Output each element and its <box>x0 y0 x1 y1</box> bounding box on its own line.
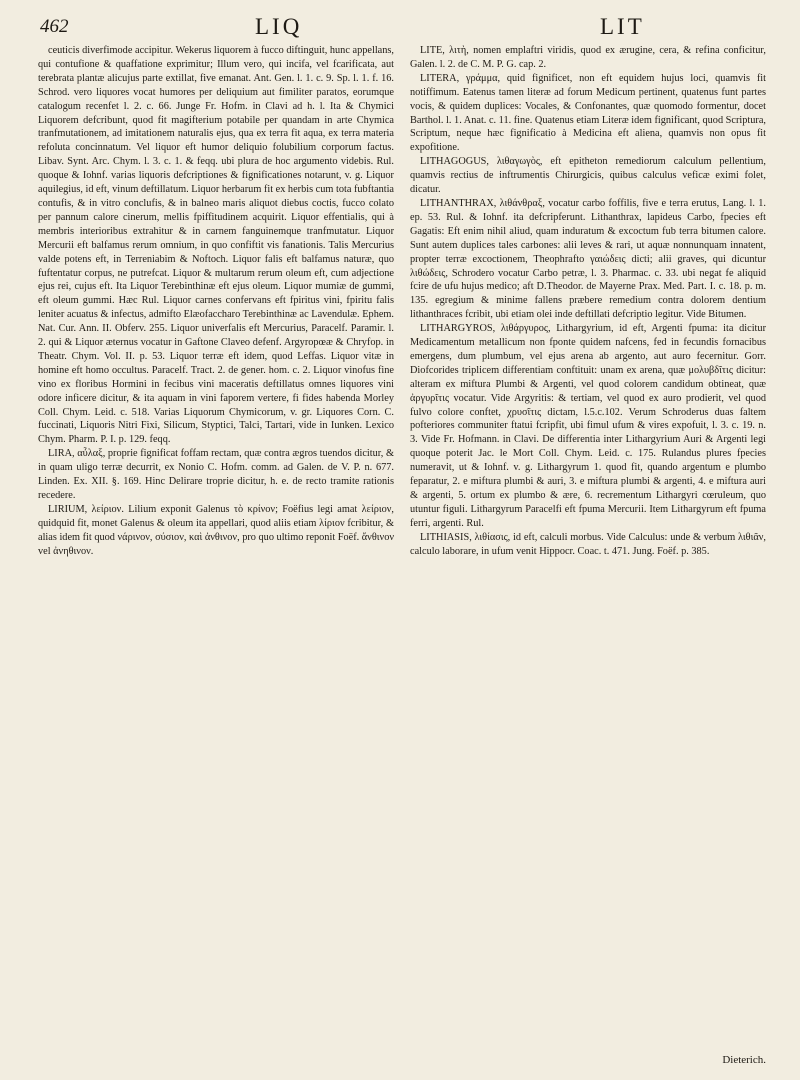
page-number: 462 <box>40 16 69 37</box>
paragraph: ceuticis diverfimode accipitur. Wekerus liquorem à fucco diftinguit, hunc appellans, qui contufione & quaffatione exprimitur; Illum vero, qui incifa, vel fcarificata, aut terebrata plantæ alicujus parte extillat, five emanat. Ant. Gen. l. 1. c. 9. Sp. l. 1. f. 16. Schrod. vero liquores vocat humores per deliquium aut fimiliter paratos, eorumque catalogum recenfet l. 2. c. 66. Junge Fr. Hofm. in Clavi ad h. l. Ita & Chymici Liquorem defcribunt, quod fit magifterium potabile per quandam in arte Chymica tranfmutationem, ad imitationem naturalis ejus, qua ex terra fit aqua, ex terra materia refoluta concinnatum. Vel liquor eft humor deliquio folubilium corporum factus. Libav. Synt. Arc. Chym. l. 3. c. 1. & feqq. ubi plura de hoc argumento videbis. Rul. quoque & Iohnf. varias liquoris defcriptiones & fignificationes notarunt, v. g. Liquor aquilegius, id eft, vinum deftillatum. Liquor herbarum fit ex herbis cum tota fubftantia contufis, & in vitro conclufis, & in balneo maris aliquot diebus coctis, fucco colato per pannum calore cinerum, mellis fpiffitudinem acquirit. Liquor effentialis, qui à membris interioribus extrahitur & in carnem fanguinemque tranfmutatur. Liquor Mercurii eft balfamus rerum omnium, in quo confiftit vis fanationis. Talis Mercurius valde potens eft, in Terreniabim & Noftoch. Liquor falis eft balfamus naturæ, quo fuftentatur corpus, ne putrefcat. Liquor & multarum rerum oleum eft, cum adjectione ejus rei, cujus eft. Ita Liquor Terebinthinæ eft ejus oleum. Liquor mumiæ de gummi, eft oleum gummi. Hæc Rul. Liquor carnes confervans eft fpiritus vini, fpiritu falis leniter acuatus & infectus, admifto Elæofaccharo Terebinthinæ ac Lavendulæ. Ephem. Nat. Cur. Ann. II. Obferv. 255. Liquor univerfalis eft Mercurius, Paracelf. Paramir. l. 2. qui & Liquor æternus vocatur in Gaftone Claveo defenf. Argyropœæ & Chryfop. in Theatr. Chym. Vol. II. p. 53. Liquor terræ eft idem, quod Leffas. Liquor vitæ in homine eft homo occultus. Paracelf. Tract. 2. de gener. hom. c. 2. Liquor vinofus fine vino ex floribus Hormini in fecibus vini maceratis deftillatus omnes liquores vini odore inficere dicitur, & ita aquam in vini faporem vertere, fi fides habenda Morley Coll. Chym. Leid. c. 518. Varias Liquorum Chymicorum, v. gr. Liquores Corn. C. fuccinati, Liquoris Nitri Fixi, Silicum, Styptici, Talci, Tartari, vide in Iunken. Lexico Chym. Pharm. P. I. p. 129. feqq. <box>38 45 395 446</box>
paragraph: LITHARGYROS, λιθάργυρος, Lithargyrium, id eft, Argenti fpuma: ita dicitur Medicamentum metallicum non fponte quidem nafcens, fed in fecundis fornacibus emergens, dum plumbum, vel ejus arena ab argento, aut auro fecernitur. Gorr. Diofcorides triplicem differentiam conftituit: unam ex arena, quæ μολυβδῖτις dicitur: alteram ex miftura Plumbi & Argenti, vel quod colorem candidum obtineat, quæ ἀργυρῖτις vocatur. Vide Argyritis: & tertiam, vel quod ex auro prodierit, vel quod fulvo colore conftet, χρυσῖτις dictam, l.5.c.102. Verum Schroderus duas faltem pofteriores communiter ftatui fcripfit, ubi fimul ufum & vires expofuit, l. 3. c. 19. n. 3. Vide Fr. Hofmann. in Clavi. De differentia inter Lithargyrium Auri & Argenti legi quoque poterit Jac. le Mort Coll. Chym. Leid. c. 175. Rulandus plures fpecies numeravit, ut & Iohnf. v. g. Lithargyrum 1. quod fit, quando argentum e plumbo feparatur, 2. e miftura plumbi & auri, 3. e miftura plumbi & argenti, 4. e miftura auri & argenti, 5. ortum ex plumbo & ære, 6. recrementum Lithargyri cœruleum, quo utuntur figuli. Lithargyrum Paracelfi eft fpuma Mercurii. Item Lithargyrum eft fpuma ferri, argenti. Rul. <box>410 323 766 529</box>
paragraph: LIRIUM, λείριον. Lilium exponit Galenus τὸ κρίνον; Foëfius legi amat λείριον, quidquid fit, monet Galenus & oleum ita appellari, quod aliis etiam λίριον fcribitur, & alias idem fit quod νάρινον, σύσιον, καὶ ἀνθινον, pro quo ultimo reponit Foëf. ἄνθινον vel ἀνηθινον. <box>38 503 394 557</box>
paragraph: LITHAGOGUS, λιθαγωγὸς, eft epitheton remediorum calculum pellentium, quamvis rectius de inftrumentis Chirurgicis, quibus calculus veficæ eximi folet, dicatur. <box>410 156 766 196</box>
right-column <box>410 44 766 559</box>
page-header <box>40 14 770 40</box>
paragraph: LITHIASIS, λιθίασις, id eft, calculi morbus. Vide Calculus: unde & verbum λιθιᾶν, calculo laborare, in ufum venit Hippocr. Coac. t. 471. Jung. Foëf. p. 385. <box>410 531 766 557</box>
paragraph: LITHANTHRAX, λιθάνθραξ, vocatur carbo foffilis, five e terra erutus, Lang. l. 1. ep. 53. Rul. & Iohnf. ita defcripferunt. Lithanthrax, lapideus Carbo, fpecies eft Gagatis: Eft enim nihil aliud, quam induratum & excoctum fub terra bitumen calore. Sunt autem duplices tales carbones: alii leves & rari, ut aquæ nonnunquam innatent, propter terræ excoctionem, Theophrafto γαιώδεις dicti; alii graves, qui dicuntur λιθώδεις, Schrodero vocatur Carbo petræ, l. 3. Pharmac. c. 33. ubi negat fe aliquid fcire de ufu hujus medico; aft D.Theodor. de Mayerne Prax. Med. Part. I. c. 18. p. m. 135. egregium & minime fallens præbere remedium contra dolorem dentium lithanthraces fcribit, ubi etiam olei inde deftillati defcriptio legitur. Vide Bitumen. <box>410 197 766 321</box>
left-column <box>38 44 394 559</box>
paragraph: LITERA, γράμμα, quid fignificet, non eft equidem hujus loci, quamvis fit notiffimum. Eatenus tamen literæ ad forum Medicum pertinent, quatenus funt partes vocis, & quidem duplices: Vocales, & Confonantes, quæ quomodo formentur, docet Barthol. l. 1. Anat. c. 11. fine. Quatenus etiam Literæ idem fignificant, quod Scriptura, Scriptum, neque hæc fignificatio à Medicina eft aliena, quamvis non opus fit expofitione. <box>410 72 766 154</box>
running-head-right: LIT <box>600 14 645 39</box>
running-head-left: LIQ <box>255 14 303 39</box>
paragraph: LIRA, αὖλαξ, proprie fignificat foffam rectam, quæ contra ægros tuendos dicitur, & in quam uligo terræ decurrit, ex Nonio C. Hofm. comm. ad Galen. de V. P. n. 677. Linden. Ex. XII. §. 169. Hinc Delirare troprie dicitur, h. e. de recto tramite rationis recedere. <box>38 448 394 501</box>
catchword: Dieterich. <box>722 1054 766 1066</box>
paragraph: LITE, λιτὴ, nomen emplaftri viridis, quod ex ærugine, cera, & refina conficitur, Galen. l. 2. de C. M. P. G. cap. 2. <box>410 45 766 70</box>
